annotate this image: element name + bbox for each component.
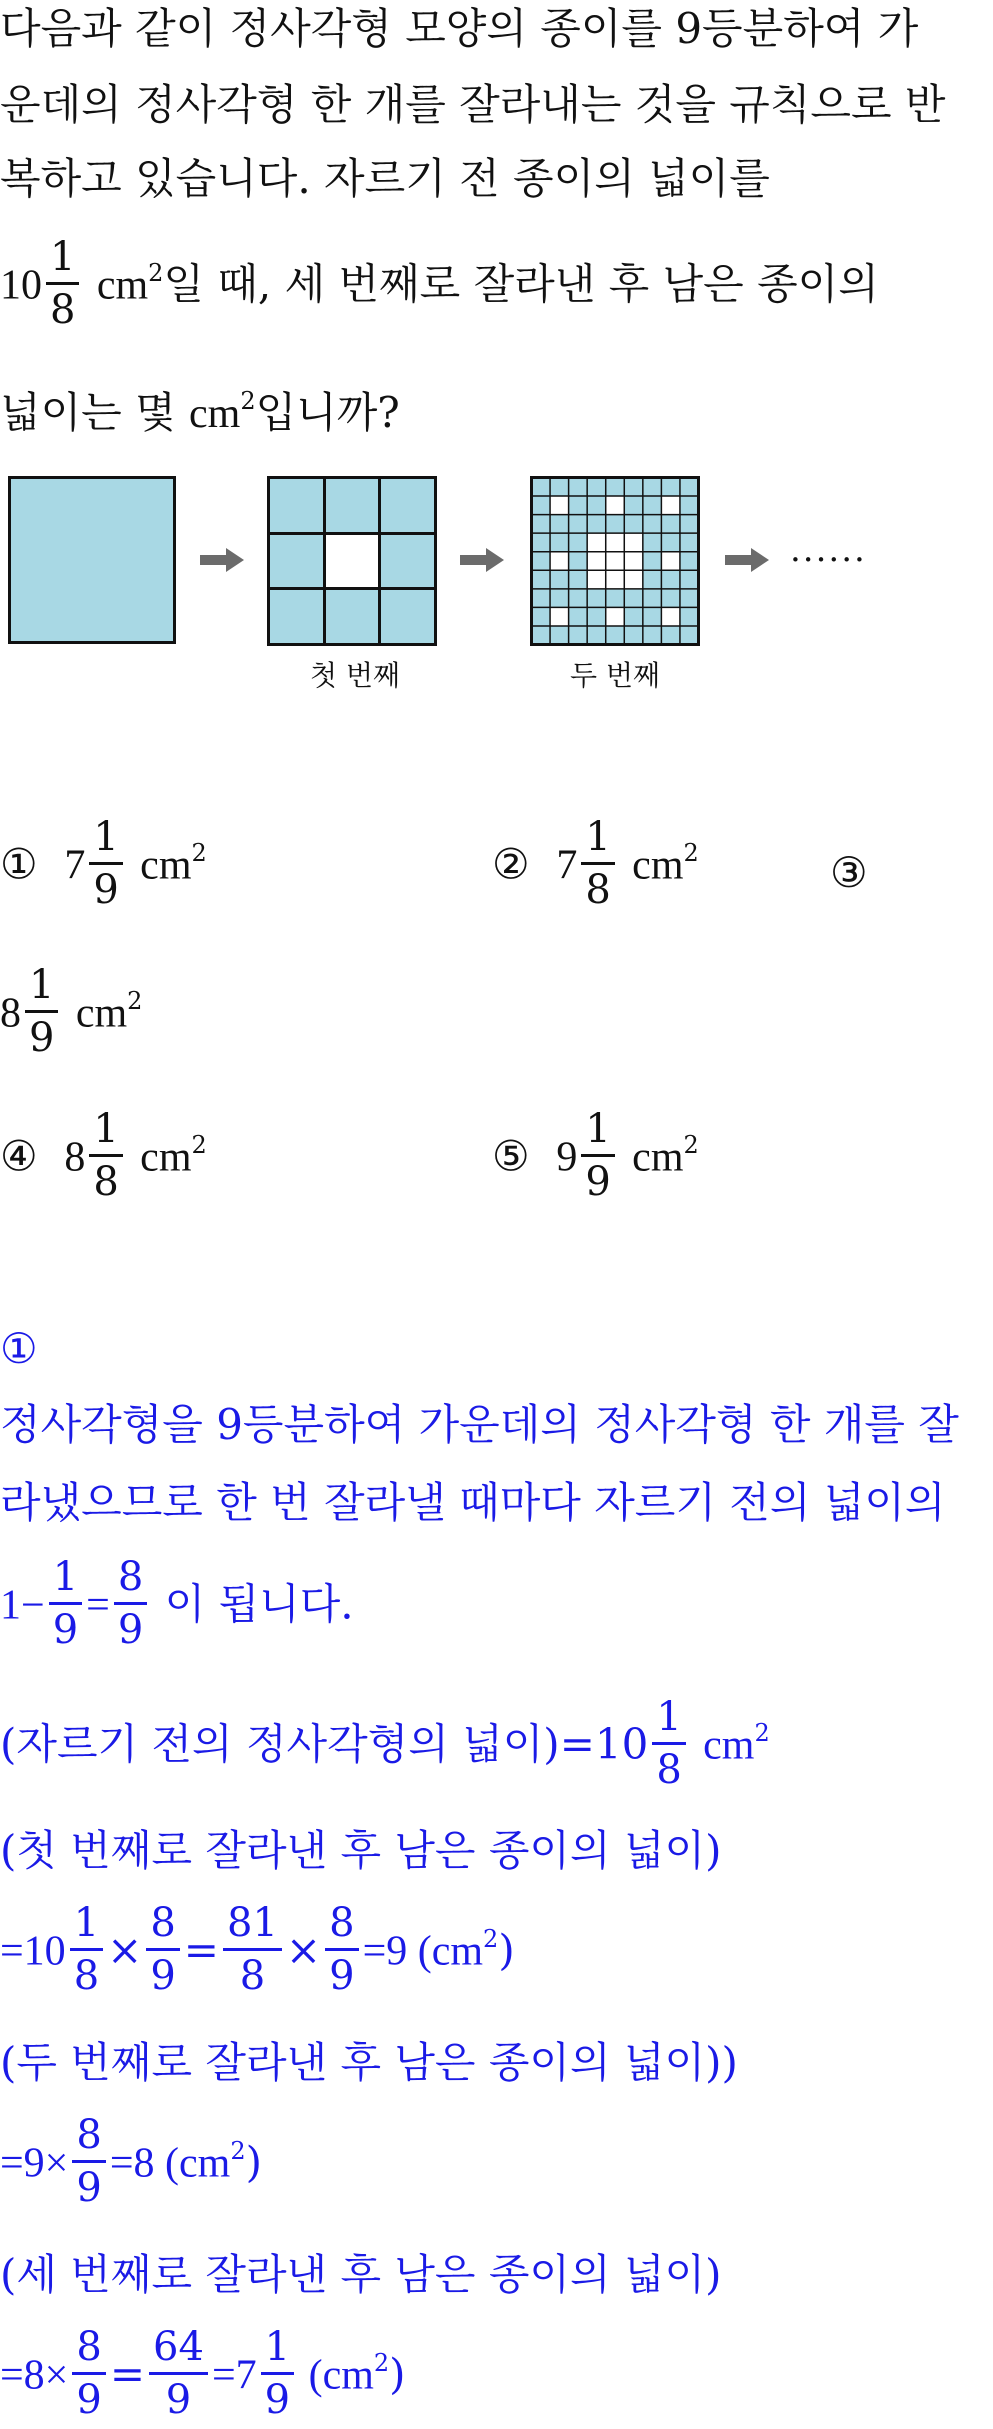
solution-line-9: (세 번째로 잘라낸 후 남은 종이의 넓이) (0, 2250, 722, 2299)
question-line-2: 운데의 정사각형 한 개를 잘라내는 것을 규칙으로 반 (0, 80, 946, 129)
carpet-hole (624, 570, 643, 589)
fraction: $\frac{1}{9}$ (581, 1108, 614, 1203)
fraction: $\frac{64}{9}$ (149, 2326, 208, 2421)
carpet-hole (624, 533, 643, 552)
ellipsis: ...... (790, 530, 867, 570)
question-line-1: 다음과 같이 정사각형 모양의 종이를 9등분하여 가 (0, 4, 919, 53)
square-original (8, 476, 176, 644)
arrow-right-icon (200, 548, 244, 572)
carpet-hole (550, 607, 569, 626)
fraction: $\frac{1}{8}$ (70, 1902, 103, 1997)
choice-5: ⑤ 9 $\frac{1}{9}$ $cm^2$ (492, 1106, 699, 1205)
carpet-hole (661, 552, 680, 571)
fraction: $\frac{1}{8}$ (89, 1108, 122, 1203)
solution-line-10: =8× $\frac{8}{9}$ = $\frac{64}{9}$ =7 $\frac{1}{9}$ $(cm^2)$ (0, 2324, 406, 2423)
fraction: $\frac{8}{9}$ (146, 1902, 179, 1997)
carpet-hole (550, 496, 569, 515)
choice-4: ④ 8 $\frac{1}{8}$ $cm^2$ (0, 1106, 207, 1205)
fraction: $\frac{81}{8}$ (223, 1902, 282, 1997)
carpet-hole (587, 552, 606, 571)
square-second-cut (530, 476, 700, 646)
solution-line-3: 1− $\frac{1}{9}$ = $\frac{8}{9}$ 이 됩니다. (0, 1554, 354, 1653)
choice-3: 8 $\frac{1}{9}$ $cm^2$ (0, 962, 143, 1061)
carpet-hole (606, 533, 625, 552)
solution-line-1: 정사각형을 9등분하여 가운데의 정사각형 한 개를 잘 (0, 1400, 959, 1449)
question-line-5: 넓이는 몇 $cm^2$입니까? (0, 387, 400, 437)
fraction: $\frac{1}{8}$ (46, 236, 79, 331)
fraction: $\frac{8}{9}$ (72, 2114, 105, 2209)
square-first-cut (267, 476, 437, 646)
caption-first: 첫 번째 (310, 659, 401, 692)
carpet-hole (587, 533, 606, 552)
fraction: $\frac{1}{8}$ (581, 816, 614, 911)
solution-answer: ① (0, 1324, 38, 1373)
choice-1: ① 7 $\frac{1}{9}$ $cm^2$ (0, 814, 207, 913)
solution-line-8: =9× $\frac{8}{9}$ =8 $(cm^2)$ (0, 2112, 262, 2211)
fraction: $\frac{8}{9}$ (114, 1556, 147, 1651)
fraction: $\frac{1}{8}$ (652, 1696, 685, 1791)
question-line-4: 10 $\frac{1}{8}$ $cm^2$일 때, 세 번째로 잘라낸 후 남은 종이의 (0, 234, 879, 333)
fraction: $\frac{1}{9}$ (89, 816, 122, 911)
fraction: $\frac{1}{9}$ (49, 1556, 82, 1651)
solution-line-6: =10 $\frac{1}{8}$ × $\frac{8}{9}$ = $\frac{81}{8}$ × $\frac{8}{9}$ =9 $(cm^2)$ (0, 1900, 515, 1999)
question-line-3: 복하고 있습니다. 자르기 전 종이의 넓이를 (0, 154, 770, 203)
solution-line-5: (첫 번째로 잘라낸 후 남은 종이의 넓이) (0, 1826, 722, 1875)
solution-line-2: 라냈으므로 한 번 잘라낼 때마다 자르기 전의 넓이의 (0, 1478, 946, 1527)
carpet-hole (606, 607, 625, 626)
carpet-hole (550, 552, 569, 571)
fraction: $\frac{1}{9}$ (25, 964, 58, 1059)
carpet-hole (606, 570, 625, 589)
carpet-hole (606, 496, 625, 515)
choice-3-mark: ③ (830, 848, 868, 897)
fraction: $\frac{8}{9}$ (325, 1902, 358, 1997)
solution-line-4: (자르기 전의 정사각형의 넓이)=10 $\frac{1}{8}$ $cm^2$ (0, 1694, 770, 1793)
arrow-right-icon (460, 548, 504, 572)
arrow-right-icon (725, 548, 769, 572)
solution-line-7: (두 번째로 잘라낸 후 남은 종이의 넓이)) (0, 2038, 738, 2087)
carpet-hole (606, 552, 625, 571)
carpet-hole (624, 552, 643, 571)
carpet-hole (661, 607, 680, 626)
carpet-hole (587, 570, 606, 589)
carpet-hole (661, 496, 680, 515)
fraction: $\frac{1}{9}$ (261, 2326, 294, 2421)
choice-2: ② 7 $\frac{1}{8}$ $cm^2$ (492, 814, 699, 913)
fraction: $\frac{8}{9}$ (72, 2326, 105, 2421)
caption-second: 두 번째 (570, 659, 661, 692)
